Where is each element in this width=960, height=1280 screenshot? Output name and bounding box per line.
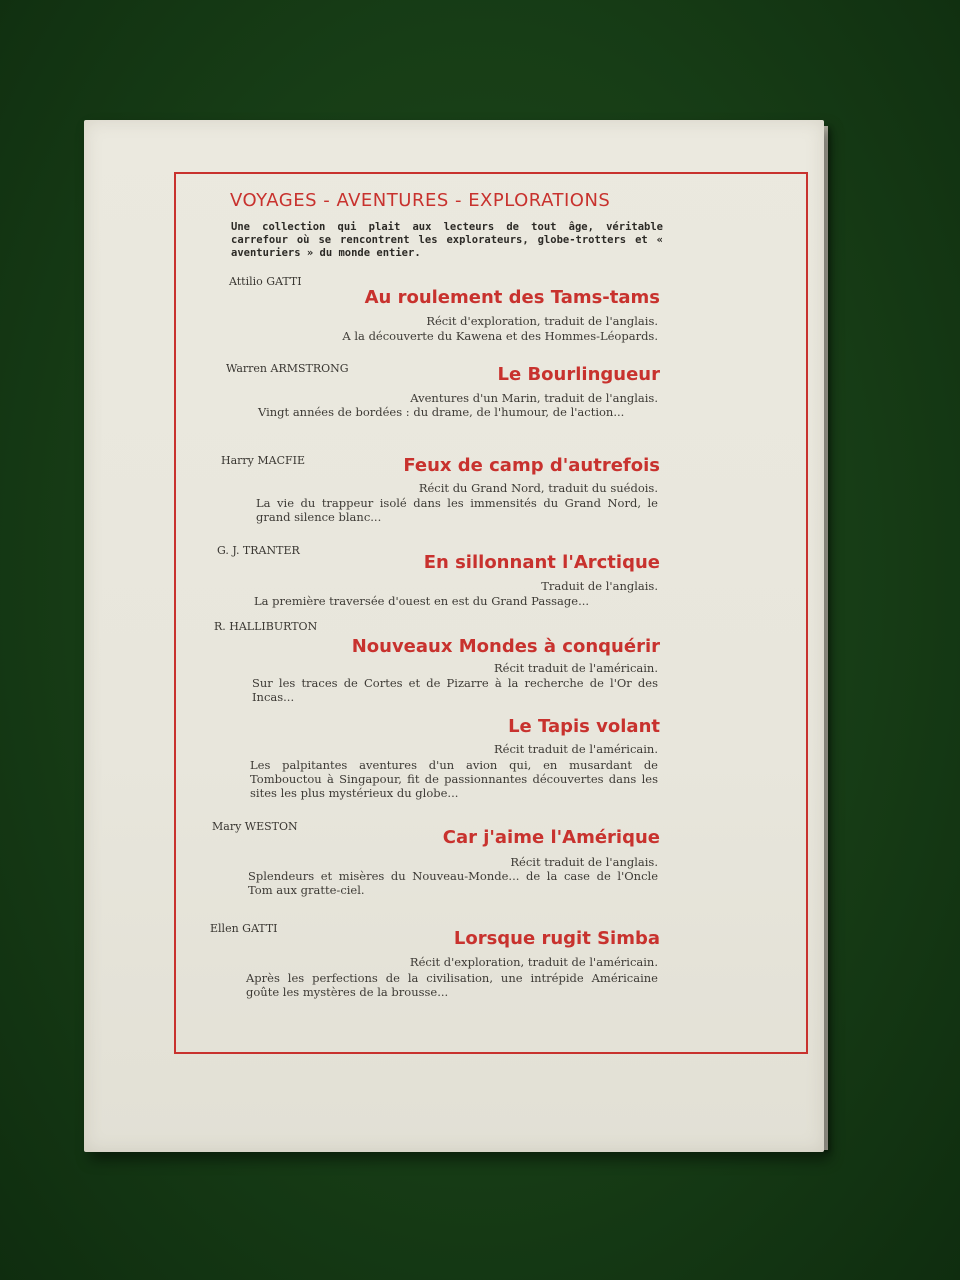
book-title: Au roulement des Tams-tams [364, 287, 660, 308]
book-description: Après les perfections de la civilisation, une intrépide Américaine goûte les mystères de la brousse... [246, 971, 658, 999]
series-intro: Une collection qui plait aux lecteurs de tout âge, véritable carrefour où se rencontrent les explorateurs, globe-trotters et « aventuriers » du monde entier. [231, 221, 663, 259]
book-subtitle: Aventures d'un Marin, traduit de l'anglais. [410, 391, 658, 405]
book-description: Vingt années de bordées : du drame, de l'humour, de l'action... [258, 405, 625, 419]
book-title: Le Bourlingueur [497, 364, 660, 385]
book-author: Attilio GATTI [229, 275, 302, 288]
book-subtitle: Récit d'exploration, traduit de l'anglais. [426, 314, 658, 328]
book-subtitle: Récit d'exploration, traduit de l'américain. [409, 955, 658, 969]
book-author: R. HALLIBURTON [214, 620, 318, 633]
book-subtitle: Récit traduit de l'anglais. [510, 855, 658, 869]
book-description: La première traversée d'ouest en est du Grand Passage... [254, 594, 590, 608]
book-description: Les palpitantes aventures d'un avion qui, en musardant de Tombouctou à Singapour, fit de passionnantes découvertes dans les sites les plus mystérieux du globe... [250, 758, 658, 800]
series-title: VOYAGES - AVENTURES - EXPLORATIONS [230, 190, 611, 211]
book-author: Mary WESTON [212, 820, 298, 833]
book-subtitle: Récit traduit de l'américain. [494, 742, 658, 756]
book-author: Harry MACFIE [221, 454, 306, 467]
book-author: Warren ARMSTRONG [226, 362, 349, 375]
book-title: Nouveaux Mondes à conquérir [351, 636, 660, 657]
book-description: Sur les traces de Cortes et de Pizarre à la recherche de l'Or des Incas... [252, 676, 658, 704]
book-title: Car j'aime l'Amérique [442, 827, 660, 848]
book-title: Feux de camp d'autrefois [403, 455, 660, 476]
book-subtitle: Traduit de l'anglais. [541, 579, 658, 593]
book-subtitle: Récit du Grand Nord, traduit du suédois. [418, 481, 658, 495]
book-title: Le Tapis volant [508, 716, 660, 737]
book-title: Lorsque rugit Simba [453, 928, 660, 949]
book-description: A la découverte du Kawena et des Hommes-Léopards. [342, 329, 658, 343]
book-description: La vie du trappeur isolé dans les immensités du Grand Nord, le grand silence blanc... [256, 496, 658, 524]
book-title: En sillonnant l'Arctique [423, 552, 660, 573]
book-subtitle: Récit traduit de l'américain. [494, 661, 658, 675]
book-author: G. J. TRANTER [217, 544, 300, 557]
book-author: Ellen GATTI [210, 922, 278, 935]
book-description: Splendeurs et misères du Nouveau-Monde... de la case de l'Oncle Tom aux gratte-ciel. [248, 869, 658, 897]
